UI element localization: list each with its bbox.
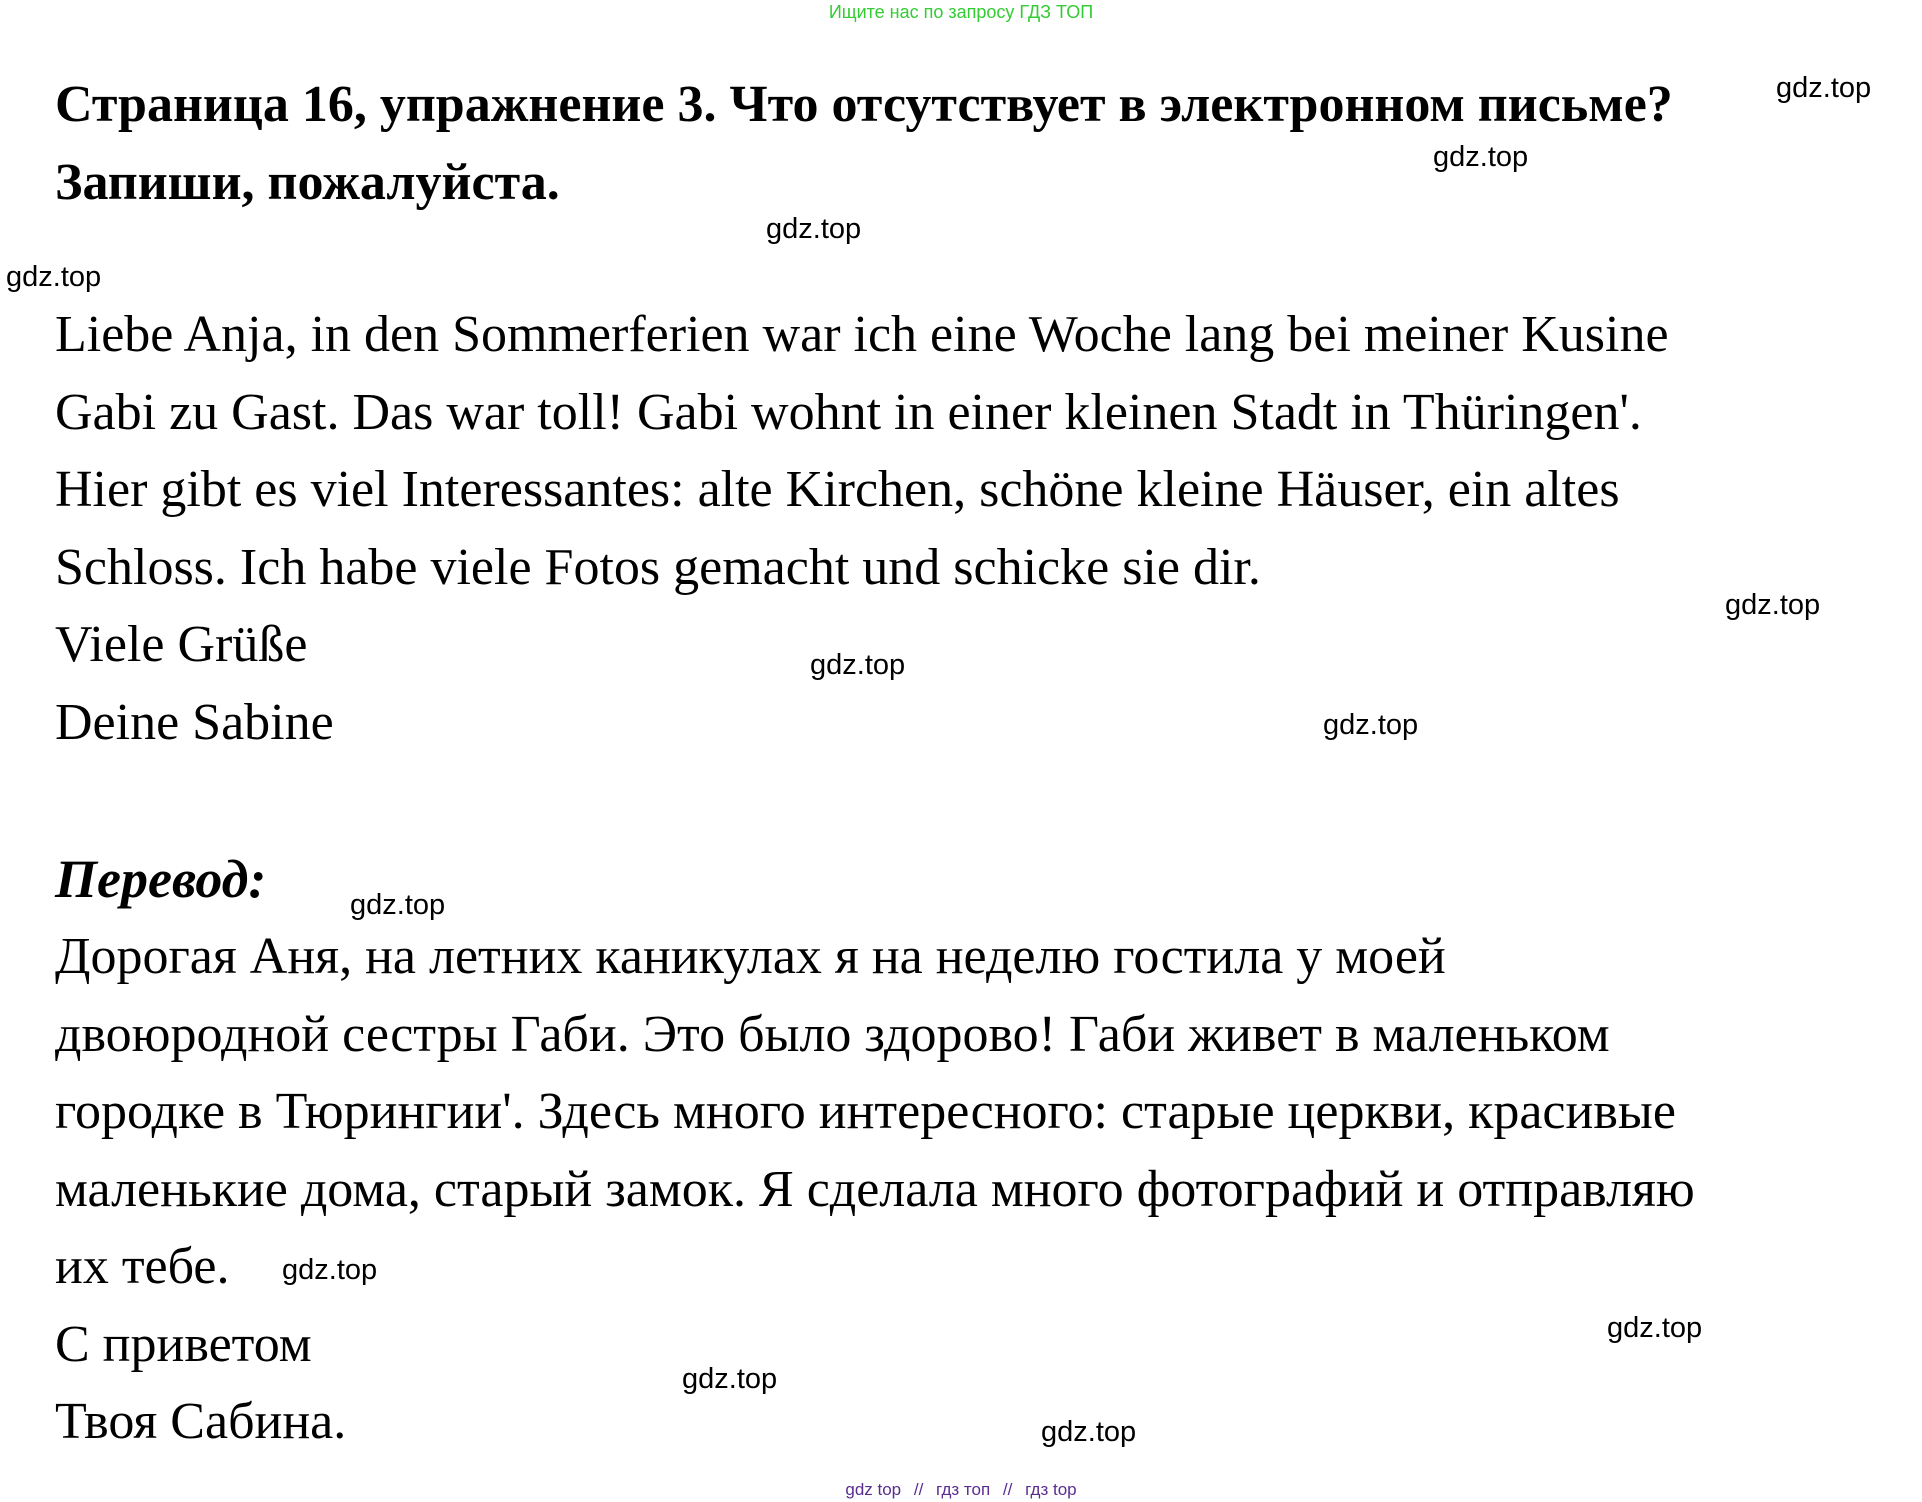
- translation-line: городке в Тюрингии'. Здесь много интересного: старые церкви, красивые: [55, 1083, 1676, 1140]
- watermark: gdz.top: [350, 889, 446, 921]
- german-letter: [55, 296, 1915, 761]
- letter-line: Gabi zu Gast. Das war toll! Gabi wohnt in einer kleinen Stadt in Thüringen'.: [55, 383, 1642, 441]
- russian-translation: [55, 918, 1915, 1461]
- letter-line: Schloss. Ich habe viele Fotos gemacht und schicke sie dir.: [55, 538, 1261, 596]
- footer-link[interactable]: гдз топ: [936, 1480, 991, 1499]
- watermark: gdz.top: [6, 261, 102, 293]
- watermark: gdz.top: [810, 649, 906, 681]
- translation-greeting: С приветом: [55, 1315, 312, 1373]
- watermark: gdz.top: [682, 1363, 778, 1395]
- letter-line: Hier gibt es viel Interessantes: alte Kirchen, schöne kleine Häuser, ein altes: [55, 461, 1620, 518]
- letter-greeting: Viele Grüße: [55, 616, 308, 673]
- watermark: gdz.top: [1607, 1312, 1703, 1344]
- footer-links: [0, 1480, 1922, 1500]
- letter-line: Liebe Anja, in den Sommerferien war ich eine Woche lang bei meiner Kusine: [55, 306, 1669, 363]
- watermark: gdz.top: [1323, 709, 1419, 741]
- watermark: gdz.top: [1725, 589, 1821, 621]
- footer-separator: //: [1002, 1480, 1013, 1499]
- watermark: gdz.top: [282, 1254, 378, 1286]
- top-banner[interactable]: Ищите нас по запросу ГДЗ ТОП: [828, 2, 1094, 22]
- footer-link[interactable]: гдз top: [1025, 1480, 1077, 1499]
- watermark: gdz.top: [766, 213, 862, 245]
- watermark: gdz.top: [1433, 141, 1529, 173]
- footer-link[interactable]: gdz top: [845, 1480, 902, 1499]
- translation-signature: Твоя Сабина.: [55, 1393, 347, 1450]
- watermark: gdz.top: [1776, 72, 1872, 104]
- translation-line: двоюродной сестры Габи. Это было здорово! Габи живет в маленьком: [55, 1005, 1610, 1063]
- translation-line: Дорогая Аня, на летних каникулах я на неделю гостила у моей: [55, 928, 1446, 985]
- exercise-title: Страница 16, упражнение 3. Что отсутствует в электронном письме? Запиши, пожалуйста.: [55, 76, 1673, 211]
- translation-line: их тебе.: [55, 1238, 230, 1295]
- watermark: gdz.top: [1041, 1416, 1137, 1448]
- translation-line: маленькие дома, старый замок. Я сделала много фотографий и отправляю: [55, 1160, 1695, 1218]
- translation-heading: Перевод:: [55, 849, 267, 909]
- footer-separator: //: [913, 1480, 924, 1499]
- letter-signature: Deine Sabine: [55, 693, 334, 751]
